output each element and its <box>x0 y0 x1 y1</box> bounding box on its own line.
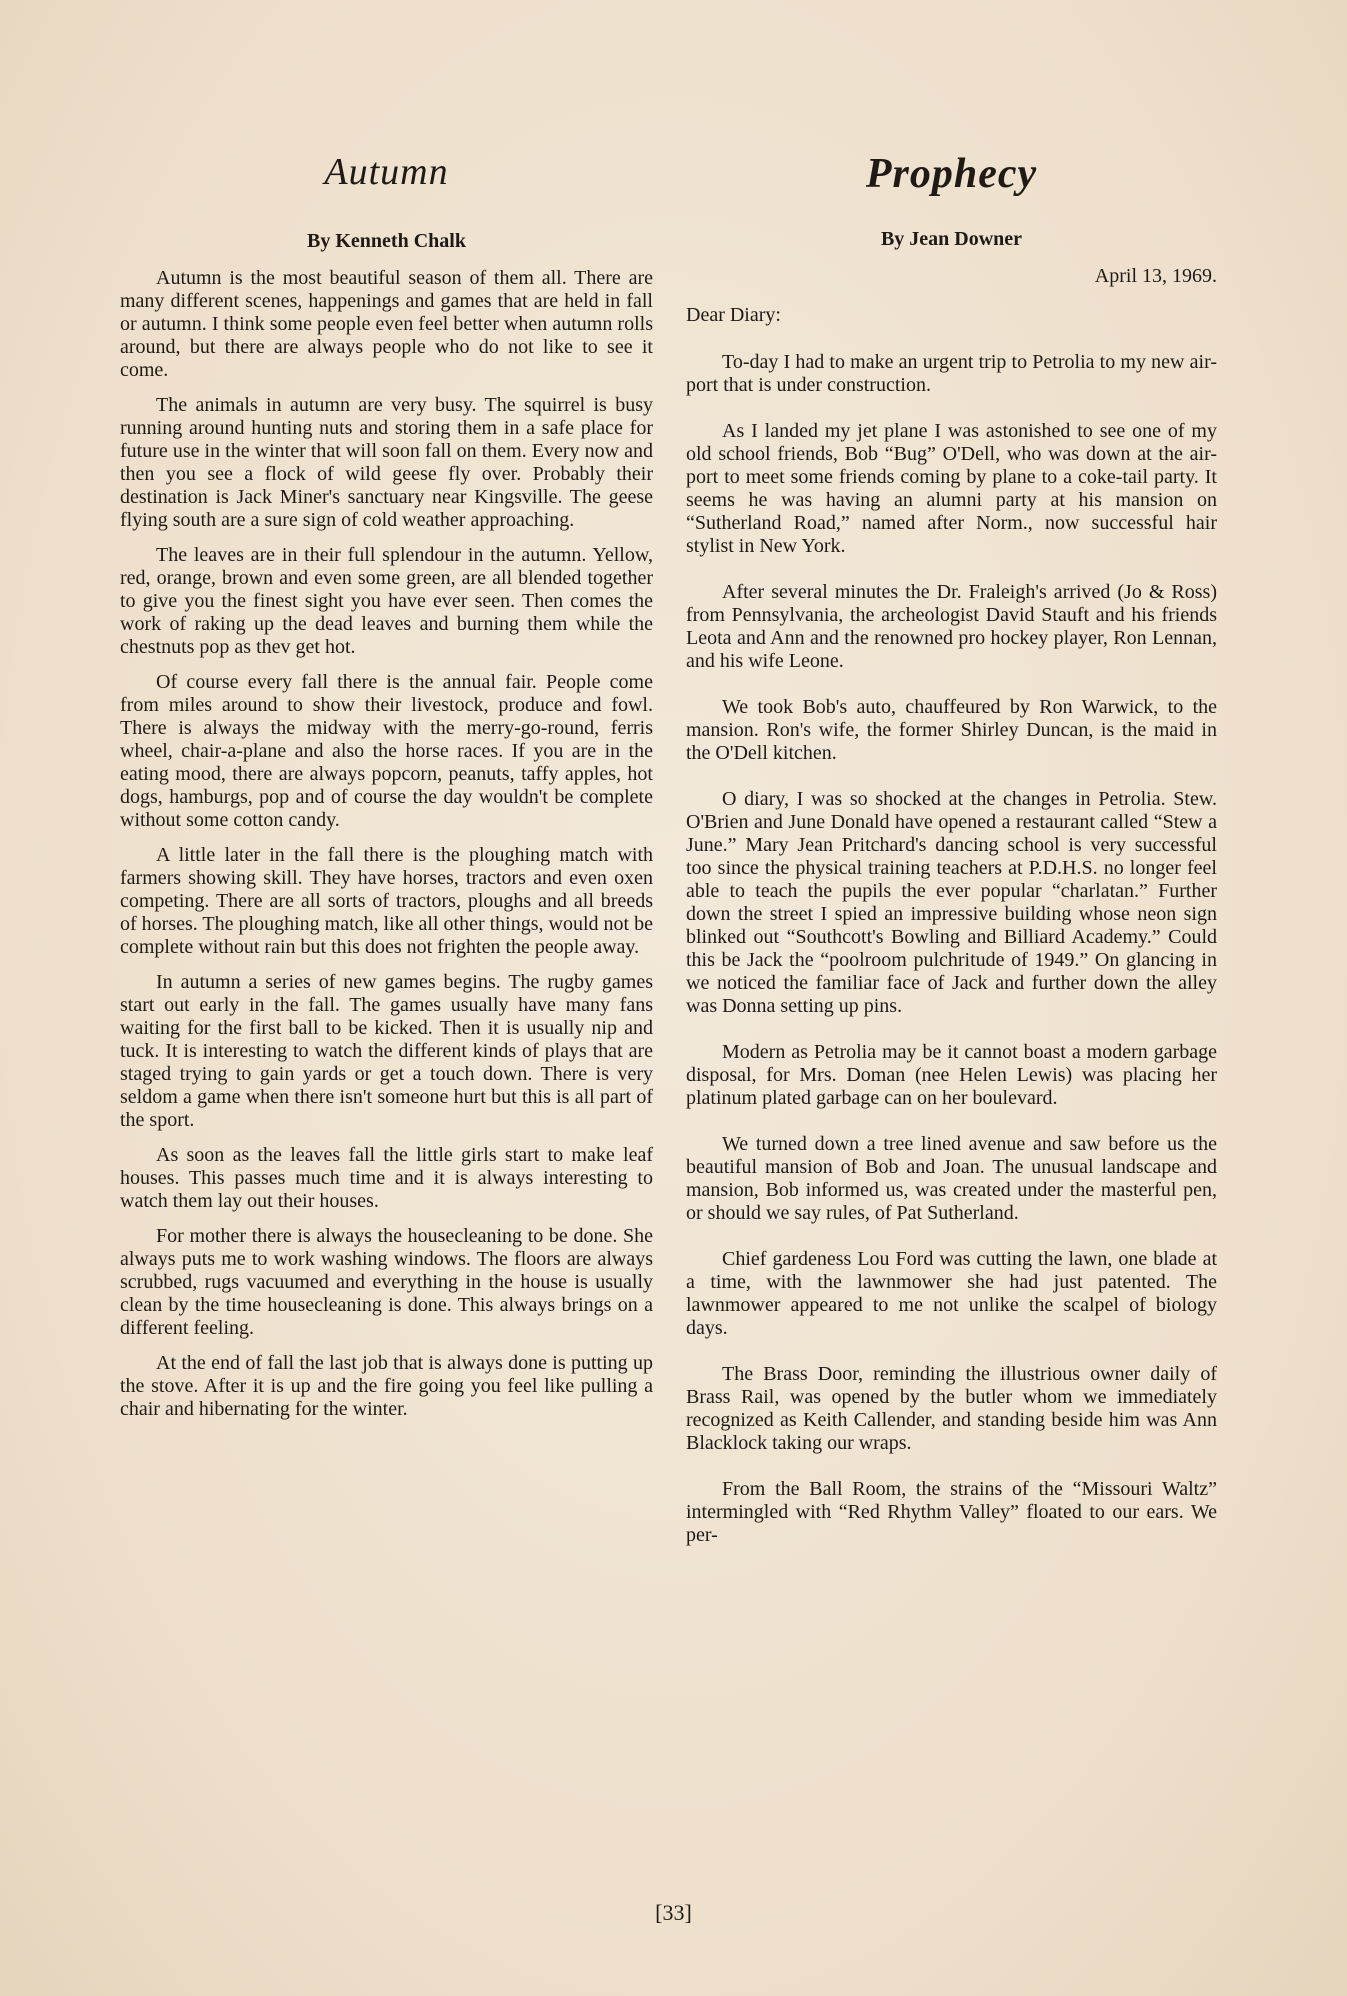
diary-date: April 13, 1969. <box>1094 265 1217 287</box>
paragraph: Modern as Petrolia may be it cannot boast a modern garbage disposal, for Mrs. Doman (nee Helen Lewis) was placing her platinum plated garbage can on her boulevard. <box>686 1041 1217 1109</box>
paragraph: O diary, I was so shocked at the changes in Petrolia. Stew. O'Brien and June Donald have opened a restaurant called “Stew a June.” Mary Jean Pritchard's dancing school is very successful too since the physical training teachers at P.D.H.S. no longer feel able to teach the pupils the ever popular “charlatan.” Further down the street I spied an impressive building whose neon sign blinked out “Southcott's Bowling and Billiard Academy.” Could this be Jack the “poolroom pulchritude of 1949.” On glancing in we noticed the familiar face of Jack and further down the alley was Donna setting up pins. <box>686 788 1217 1017</box>
paragraph: We turned down a tree lined avenue and saw before us the beautiful mansion of Bob and Joan. The unusual landscape and mansion, Bob informed us, was created under the masterful pen, or should we say rules, of Pat Sutherland. <box>686 1133 1217 1224</box>
paragraph: After several minutes the Dr. Fraleigh's arrived (Jo & Ross) from Pennsylvania, the archeologist David Stauft and his friends Leota and Ann and the renowned pro hockey player, Ron Lennan, and his wife Leone. <box>686 581 1217 672</box>
paragraph: The Brass Door, reminding the illustrious owner daily of Brass Rail, was opened by the butler whom we immediately recognized as Keith Callender, and standing beside him was Ann Blacklock taking our wraps. <box>686 1363 1217 1454</box>
paragraph: To-day I had to make an urgent trip to Petrolia to my new air-port that is under construction. <box>686 351 1217 396</box>
article-title-autumn: Autumn <box>324 151 449 193</box>
paragraph: At the end of fall the last job that is always done is putting up the stove. After it is up and the fire going you feel like pulling a chair and hibernating for the winter. <box>120 1352 653 1420</box>
byline-kenneth-chalk: By Kenneth Chalk <box>307 230 466 252</box>
autumn-article <box>120 150 653 1433</box>
paragraph: Chief gardeness Lou Ford was cutting the lawn, one blade at a time, with the lawnmower she had just patented. The lawnmower appeared to me not unlike the scalpel of biology days. <box>686 1248 1217 1339</box>
diary-salutation: Dear Diary: <box>686 304 781 326</box>
byline-jean-downer: By Jean Downer <box>880 228 1023 250</box>
paragraph: As soon as the leaves fall the little girls start to make leaf houses. This passes much time and it is always interesting to watch them lay out their houses. <box>120 1144 653 1212</box>
paragraph: In autumn a series of new games begins. The rugby games start out early in the fall. The games usually have many fans waiting for the first ball to be kicked. Then it is usually nip and tuck. It is interesting to watch the different kinds of plays that are staged trying to gain yards or get a touch down. There is very seldom a game when there isn't someone hurt but this is all part of the sport. <box>120 971 653 1131</box>
page-number: [33] <box>655 1900 692 1925</box>
paragraph: A little later in the fall there is the ploughing match with farmers showing skill. They have horses, tractors and even oxen competing. There are all sorts of tractors, ploughs and all breeds of horses. The ploughing match, like all other things, would not be complete without rain but this does not frighten the people away. <box>120 844 653 958</box>
prophecy-article <box>686 150 1217 1570</box>
paragraph: For mother there is always the housecleaning to be done. She always puts me to work washing windows. The floors are always scrubbed, rugs vacuumed and everything in the house is usually clean by the time housecleaning is done. This always brings on a different feeling. <box>120 1225 653 1339</box>
paragraph: Of course every fall there is the annual fair. People come from miles around to show their livestock, produce and fowl. There is always the midway with the merry-go-round, ferris wheel, chair-a-plane and also the horse races. If you are in the eating mood, there are always popcorn, peanuts, taffy apples, hot dogs, hamburgs, pop and of course the day wouldn't be complete without some cotton candy. <box>120 671 653 831</box>
paragraph: The leaves are in their full splendour in the autumn. Yellow, red, orange, brown and even some green, are all blended together to give you the finest sight you have ever seen. Then comes the work of raking up the dead leaves and burning them while the chestnuts pop as thev get hot. <box>120 544 653 658</box>
paragraph: From the Ball Room, the strains of the “Missouri Waltz” intermingled with “Red Rhythm Valley” floated to our ears. We per- <box>686 1478 1217 1546</box>
paragraph: As I landed my jet plane I was astonished to see one of my old school friends, Bob “Bug” O'Dell, who was down at the air-port to meet some friends coming by plane to a coke-tail party. It seems he was having an alumni party at his mansion on “Sutherland Road,” named after Norm., now successful hair stylist in New York. <box>686 420 1217 557</box>
paragraph: Autumn is the most beautiful season of them all. There are many different scenes, happenings and games that are held in fall or autumn. I think some people even feel better when autumn rolls around, but there are always people who do not like to see it come. <box>120 267 653 381</box>
article-title-prophecy: Prophecy <box>865 151 1038 197</box>
paragraph: We took Bob's auto, chauffeured by Ron Warwick, to the mansion. Ron's wife, the former Shirley Duncan, is the maid in the O'Dell kitchen. <box>686 696 1217 764</box>
paragraph: The animals in autumn are very busy. The squirrel is busy running around hunting nuts and storing them in a safe place for future use in the winter that will soon fall on them. Every now and then you see a flock of wild geese fly over. Probably their destination is Jack Miner's sanctuary near Kingsville. The geese flying south are a sure sign of cold weather approaching. <box>120 394 653 531</box>
